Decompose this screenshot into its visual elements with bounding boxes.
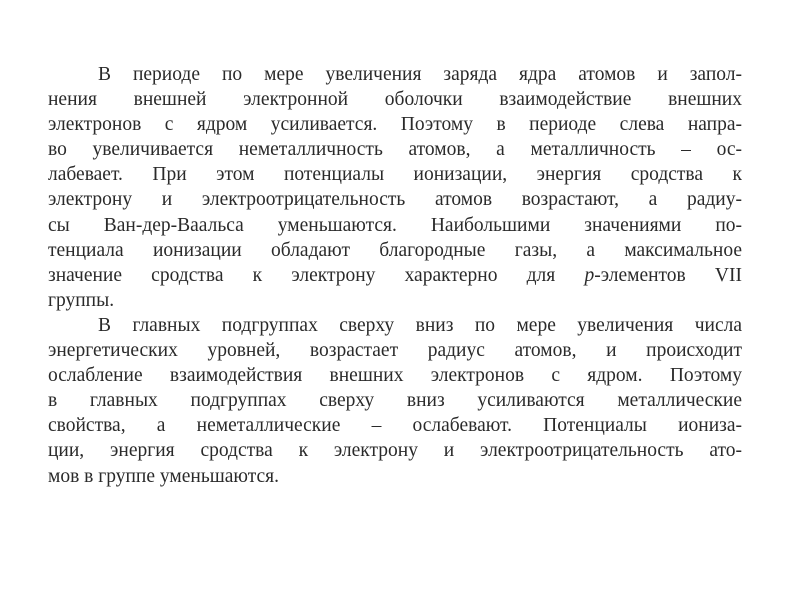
text-line: электронов с ядром усиливается. Поэтому в периоде слева напра- — [48, 114, 742, 136]
text-line: лабевает. При этом потенциалы ионизации, энергия сродства к — [48, 164, 742, 186]
text-line: во увеличивается неметалличность атомов, а металличность – ос- — [48, 139, 742, 161]
text-line: в главных подгруппах сверху вниз усиливаются металлические — [48, 390, 742, 412]
paragraph-1 — [48, 62, 742, 313]
text-line: В главных подгруппах сверху вниз по мере увеличения числа — [98, 314, 742, 336]
text-line: свойства, а неметаллические – ослабевают. Потенциалы иониза- — [48, 415, 742, 437]
text-line: ции, энергия сродства к электрону и электроотрицательность ато- — [48, 440, 742, 462]
text-line: нения внешней электронной оболочки взаимодействие внешних — [48, 89, 742, 111]
document-text — [48, 62, 742, 489]
italic-p-symbol: p — [584, 264, 595, 286]
text-line — [48, 263, 742, 288]
text-line: сы Ван-дер-Ваальса уменьшаются. Наибольшими значениями по- — [48, 214, 742, 236]
text-line: тенциала ионизации обладают благородные газы, а максимальное — [48, 239, 742, 261]
text-line: электрону и электроотрицательность атомов возрастают, а радиу- — [48, 189, 742, 211]
text-line: В периоде по мере увеличения заряда ядра атомов и запол- — [98, 64, 742, 85]
text-line: группы. — [48, 289, 115, 311]
text-segment: -элементов VII — [594, 264, 743, 286]
text-segment: значение сродства к электрону характерно для — [48, 264, 585, 286]
text-line: мов в группе уменьшаются. — [48, 465, 279, 487]
paragraph-2 — [48, 313, 742, 489]
text-line: ослабление взаимодействия внешних электронов с ядром. Поэтому — [48, 365, 742, 387]
text-line: энергетических уровней, возрастает радиус атомов, и происходит — [48, 340, 742, 362]
